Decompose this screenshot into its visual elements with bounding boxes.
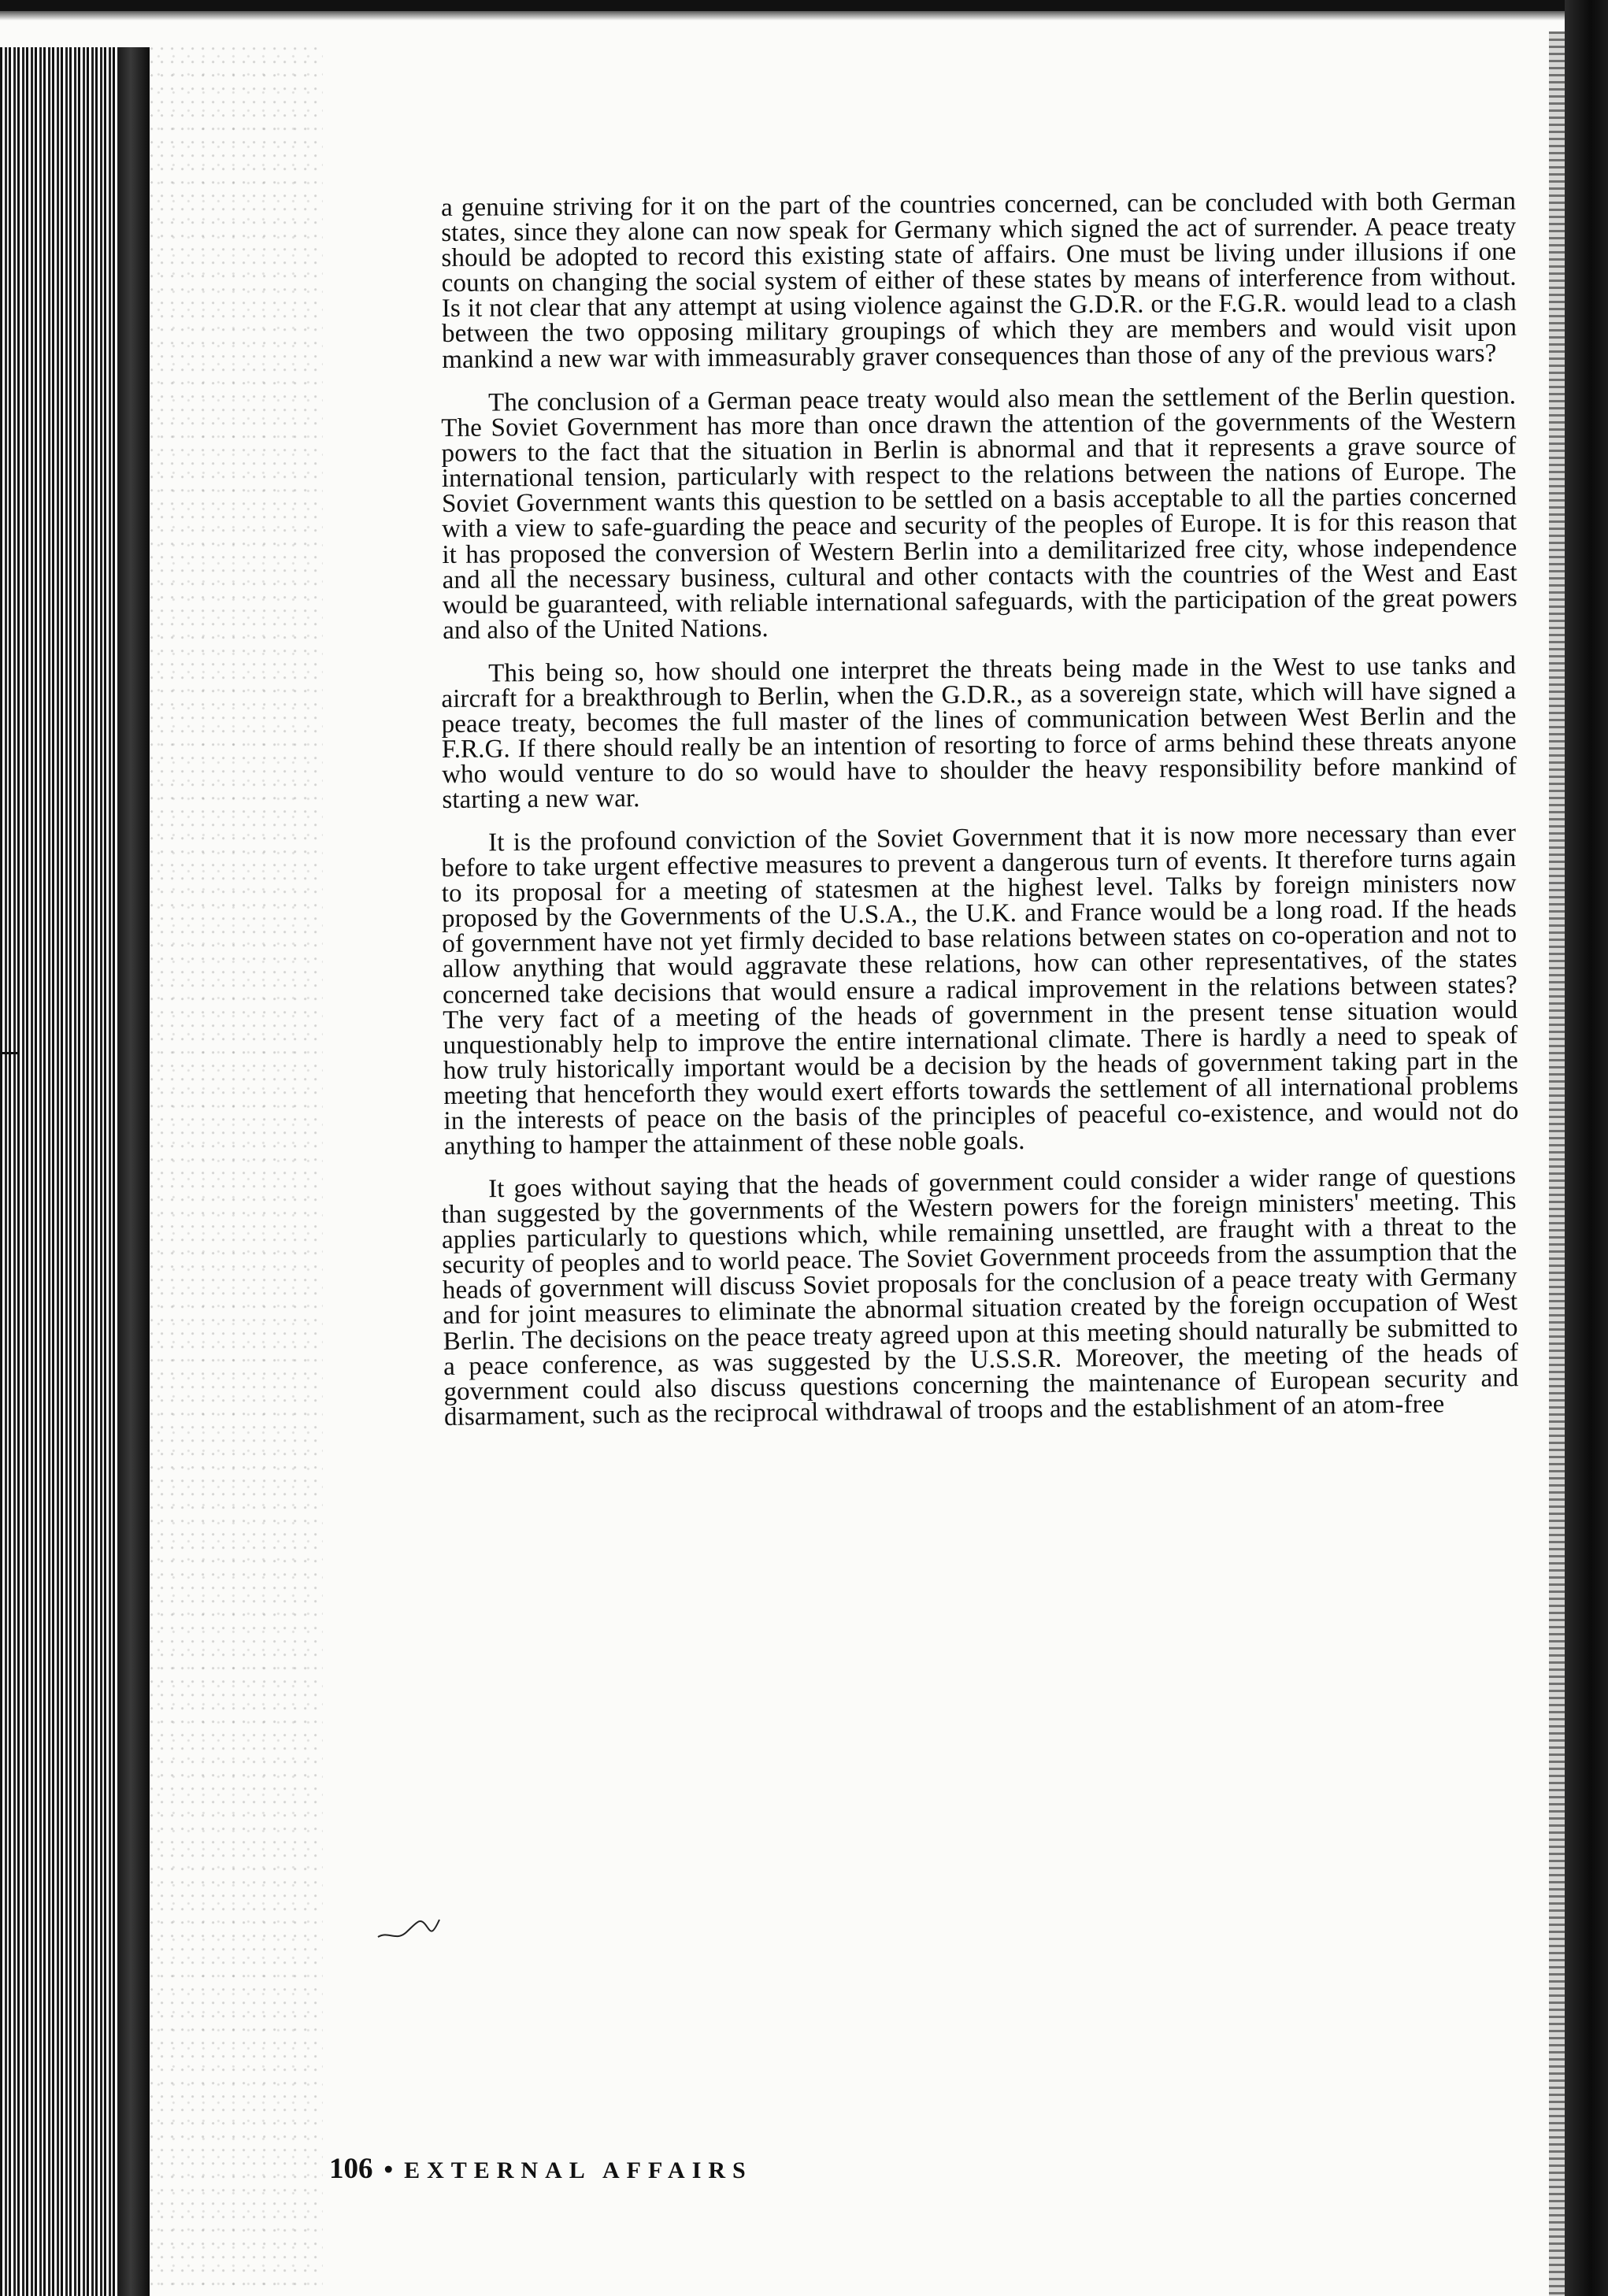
page-number: 106	[329, 2153, 373, 2185]
page-top-edge	[0, 0, 1608, 11]
margin-tick-mark	[0, 1052, 17, 1054]
paragraph-4: It is the profound conviction of the Soviet Government that it is now more necessary than ever before to take urgent effective measures to prevent a dangerous turn of events. It therefore turns again to its proposal for a meeting of statesmen at the highest level. Talks by foreign ministers now proposed by the Governments of the U.S.A., the U.K. and France would be a long road. If the heads of government have not yet firmly decided to base relations between states on co-operation and not to allow anything that would aggravate these relations, how can other representatives, of the states concerned take decisions that would ensure a radical improvement in the relations between states? The very fact of a meeting of the heads of government in the present tense situation would unquestionably help to improve the entire international climate. There is hardly a need to speak of how truly historically important would be a decision by the heads of government taking part in the meeting that henceforth they would exert efforts towards the settlement of all international problems in the interests of peace on the basis of the principles of peaceful co-existence, and would not do anything to hamper the attainment of these noble goals.	[441, 819, 1519, 1161]
paragraph-2: The conclusion of a German peace treaty would also mean the settlement of the Berlin question. The Soviet Government has more than once drawn the attention of the governments of the Western powers to the fact that the situation in Berlin is abnormal and that it represents a grave source of international tension, particularly with respect to the relations between the nations of Europe. The Soviet Government wants this question to be settled on a basis acceptable to all the parties concerned with a view to safe-guarding the peace and security of the peoples of Europe. It is for this reason that it has proposed the conversion of Western Berlin into a demilitarized free city, whose independence and all the necessary business, cultural and other contacts with the countries of the West and East would be guaranteed, with reliable international safeguards, with the participation of the great powers and also of the United Nations.	[441, 381, 1517, 645]
paragraph-3: This being so, how should one interpret the threats being made in the West to use tanks and aircraft for a breakthrough to Berlin, when the G.D.R., as a sovereign state, which will have signed a peace treaty, becomes the full master of the lines of communication between West Berlin and the F.R.G. If there should really be an intention of resorting to force of arms behind these threats anyone who would venture to do so would have to shoulder the heavy responsibility before mankind of starting a new war.	[441, 650, 1517, 815]
paragraph-1: a genuine striving for it on the part of the countries concerned, can be concluded with both German states, since they alone can now speak for Germany which signed the act of surrender. A peace treaty should be adopted to record this existing state of affairs. One must be living under illusions if one counts on changing the social system of either of these states by means of interference from without. Is it not clear that any attempt at using violence against the G.D.R. or the F.G.R. would lead to a clash between the two opposing military groupings of which they are members and would visit upon mankind a new war with immeasurably graver consequences than those of any of the previous wars?	[440, 187, 1517, 374]
journal-name: EXTERNAL AFFAIRS	[404, 2157, 753, 2183]
gutter-speckle	[150, 47, 323, 2296]
page-right-edge-speckle	[1549, 31, 1565, 2296]
article-body	[440, 187, 1519, 1448]
paragraph-5: It goes without saying that the heads of government could consider a wider range of questions than suggested by the governments of the Western powers for the foreign ministers' meeting. This applies particularly to questions which, while remaining unsettled, are fraught with a threat to the security of peoples and to world peace. The Soviet Government proceeds from the assumption that the heads of government will discuss Soviet proposals for the conclusion of a peace treaty with Germany and for joint measures to eliminate the abnormal situation created by the foreign occupation of West Berlin. The decisions on the peace treaty agreed upon at this meeting should naturally be submitted to a peace conference, as was suggested by the U.S.S.R. Moreover, the meeting of the heads of government could also discuss questions concerning the maintenance of European security and disarmament, such as the reciprocal withdrawal of troops and the establishment of an atom-free	[441, 1161, 1519, 1432]
page-right-edge	[1565, 0, 1608, 2296]
pencil-mark-icon	[376, 1913, 447, 1945]
footer-bullet: •	[383, 2156, 394, 2184]
book-binding-shadow	[118, 47, 150, 2296]
page-footer	[329, 2152, 753, 2186]
page-top-shadow	[0, 11, 1608, 20]
